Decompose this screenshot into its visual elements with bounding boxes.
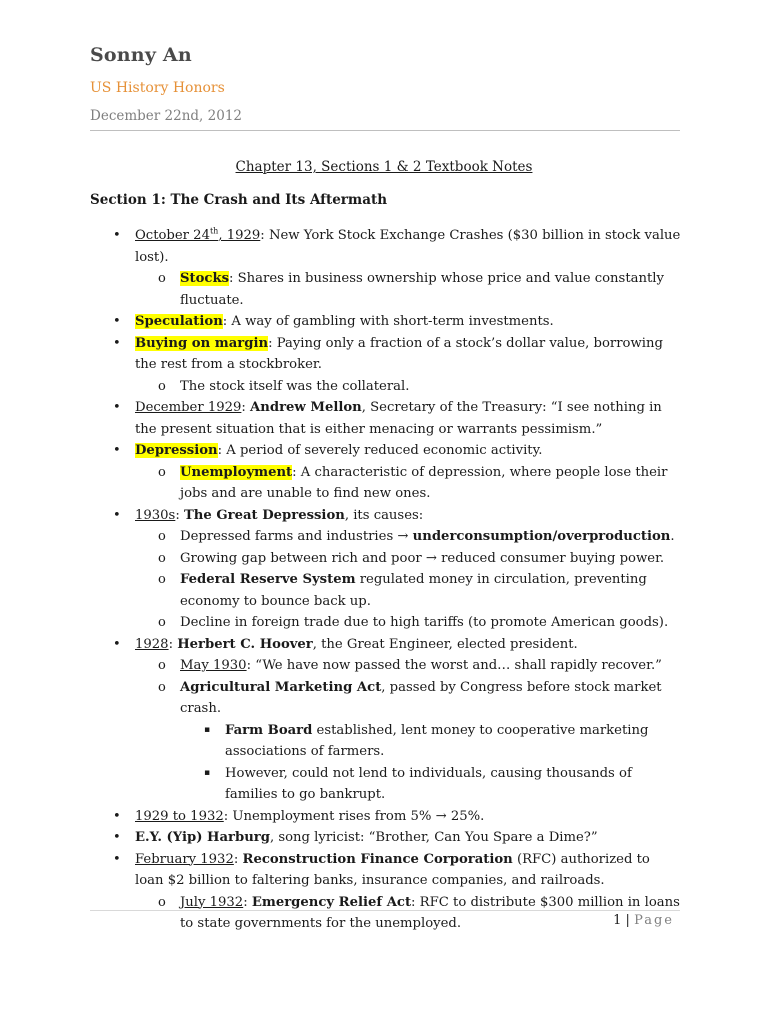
page-label: Page — [634, 913, 674, 928]
page-number: 1 — [613, 913, 622, 928]
bullet-marker: • — [113, 443, 121, 458]
list-item: • February 1932: Reconstruction Finance Corporation (RFC) authorized to loan $2 billion to faltering banks, insurance companies, and railroads. — [0, 849, 768, 892]
list-item: • Depression: A period of severely reduced economic activity. — [0, 440, 768, 462]
page-footer: 1 | Page — [613, 913, 674, 928]
highlighted-term: Speculation — [135, 314, 223, 329]
highlighted-term: Depression — [135, 443, 218, 458]
list-item: o Growing gap between rich and poor → reduced consumer buying power. — [0, 548, 768, 570]
bullet-marker: • — [113, 851, 121, 867]
circle-marker: o — [158, 615, 166, 630]
list-item: o Agricultural Marketing Act, passed by Congress before stock market crash. — [0, 677, 768, 720]
bullet-marker: • — [113, 507, 121, 523]
highlighted-term: Unemployment — [180, 464, 293, 480]
circle-marker: o — [158, 679, 166, 695]
list-item: ▪ However, could not lend to individuals, causing thousands of families to go bankrupt. — [0, 763, 768, 806]
list-item: o Federal Reserve System regulated money in circulation, preventing economy to bounce back up. — [0, 569, 768, 612]
bullet-marker: • — [113, 314, 121, 329]
footer-divider — [90, 910, 680, 911]
header-divider — [90, 130, 680, 131]
list-item: • December 1929: Andrew Mellon, Secretary of the Treasury: “I see nothing in the present situation that is either menacing or warrants pessimism.” — [0, 397, 768, 440]
list-item: o Unemployment: A characteristic of depression, where people lose their jobs and are unable to find new ones. — [0, 462, 768, 505]
document-date: December 22nd, 2012 — [90, 108, 242, 124]
circle-marker: o — [158, 658, 166, 673]
bullet-marker: • — [113, 636, 121, 652]
list-item: • 1928: Herbert C. Hoover, the Great Engineer, elected president. — [0, 634, 768, 656]
bullet-marker: • — [113, 830, 121, 845]
list-item: • 1930s: The Great Depression, its causes: — [0, 505, 768, 527]
bullet-marker: • — [113, 335, 121, 351]
circle-marker: o — [158, 378, 166, 394]
document-title: Chapter 13, Sections 1 & 2 Textbook Notes — [235, 159, 533, 175]
highlighted-term: Stocks — [180, 271, 230, 286]
list-item: • Speculation: A way of gambling with short-term investments. — [0, 311, 768, 333]
square-marker: ▪ — [204, 767, 211, 778]
circle-marker: o — [158, 894, 166, 910]
bullet-marker: • — [113, 808, 121, 824]
list-item: o July 1932: Emergency Relief Act: RFC to distribute $300 million in loans to state governments for the unemployed. — [0, 892, 768, 935]
author-name: Sonny An — [90, 44, 192, 66]
list-item: • 1929 to 1932: Unemployment rises from 5% → 25%. — [0, 806, 768, 828]
circle-marker: o — [158, 572, 166, 587]
section-heading: Section 1: The Crash and Its Aftermath — [90, 192, 388, 208]
circle-marker: o — [158, 529, 166, 544]
list-item: o Stocks: Shares in business ownership whose price and value constantly fluctuate. — [0, 268, 768, 311]
circle-marker: o — [158, 464, 166, 480]
notes-list — [0, 225, 768, 935]
circle-marker: o — [158, 550, 166, 566]
bullet-marker: • — [113, 400, 121, 415]
list-item: • October 24th, 1929: New York Stock Exchange Crashes ($30 billion in stock value lost). — [113, 226, 681, 265]
list-item: o Decline in foreign trade due to high tariffs (to promote American goods). — [0, 612, 768, 634]
list-item: ▪ Farm Board established, lent money to cooperative marketing associations of farmers. — [0, 720, 768, 763]
course-name: US History Honors — [90, 80, 225, 96]
list-item: o Depressed farms and industries → underconsumption/overproduction. — [0, 526, 768, 548]
highlighted-term: Buying on margin — [135, 335, 269, 351]
list-item: • E.Y. (Yip) Harburg, song lyricist: “Brother, Can You Spare a Dime?” — [0, 827, 768, 849]
list-item: • Buying on margin: Paying only a fraction of a stock’s dollar value, borrowing the rest from a stockbroker. — [0, 333, 768, 376]
bullet-marker: • — [113, 228, 121, 243]
circle-marker: o — [158, 271, 166, 286]
list-item: o The stock itself was the collateral. — [0, 376, 768, 398]
square-marker: ▪ — [204, 724, 211, 735]
list-item: o May 1930: “We have now passed the worst and… shall rapidly recover.” — [0, 655, 768, 677]
